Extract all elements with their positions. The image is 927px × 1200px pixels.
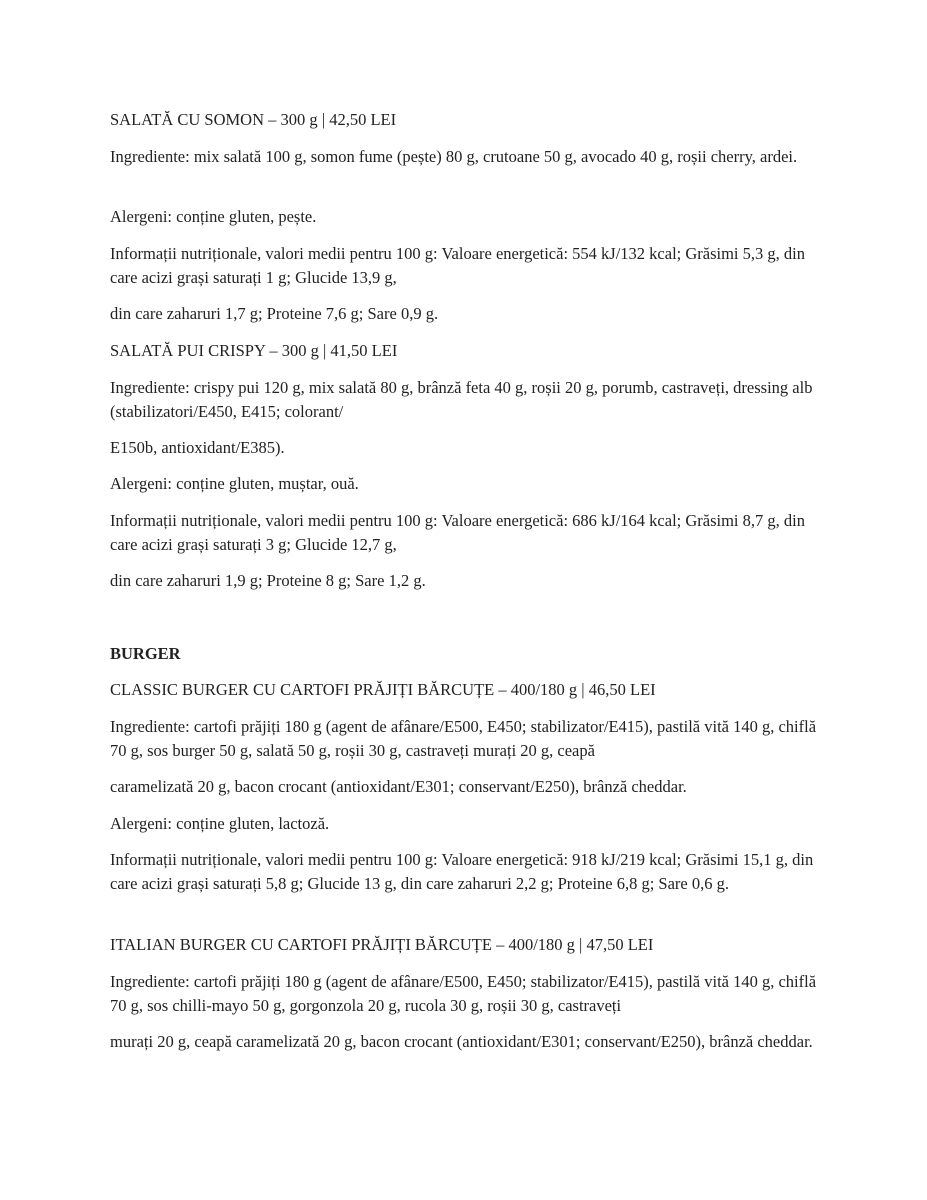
salmon-salad-allergens: Alergeni: conține gluten, pește. [110,207,317,226]
italian-burger-title: ITALIAN BURGER CU CARTOFI PRĂJIȚI BĂRCUȚE – 400/180 g | 47,50 LEI [110,935,654,954]
salmon-salad-title: SALATĂ CU SOMON – 300 g | 42,50 LEI [110,110,397,129]
salmon-salad-ingredients: Ingrediente: mix salată 100 g, somon fume (pește) 80 g, crutoane 50 g, avocado 40 g, roșii cherry, ardei. [110,147,798,166]
classic-burger-title: CLASSIC BURGER CU CARTOFI PRĂJIȚI BĂRCUȚE – 400/180 g | 46,50 LEI [110,680,656,699]
classic-burger-allergens: Alergeni: conține gluten, lactoză. [110,814,330,833]
crispy-chicken-salad-ingredients: Ingrediente: crispy pui 120 g, mix salată 80 g, brânză feta 40 g, roșii 20 g, porumb, castraveți, dressing alb (stabilizatori/E450, E415; colorant/ [110,378,813,421]
italian-burger-ingredients: Ingrediente: cartofi prăjiți 180 g (agent de afânare/E500, E450; stabilizator/E415), pastilă vită 140 g, chiflă 70 g, sos chilli-mayo 50 g, gorgonzola 20 g, rucola 30 g, roșii 30 g, castraveți [110,972,817,1015]
crispy-chicken-salad-ingredients-continued: E150b, antioxidant/E385). [110,438,285,457]
crispy-chicken-salad-title: SALATĂ PUI CRISPY – 300 g | 41,50 LEI [110,341,398,360]
burger-section-heading: BURGER [110,644,181,663]
crispy-chicken-salad-nutrition-continued: din care zaharuri 1,9 g; Proteine 8 g; Sare 1,2 g. [110,571,426,590]
crispy-chicken-salad-nutrition: Informații nutriționale, valori medii pentru 100 g: Valoare energetică: 686 kJ/164 kcal; Grăsimi 8,7 g, din care acizi grași saturați 3 g; Glucide 12,7 g, [110,511,805,554]
classic-burger-ingredients: Ingrediente: cartofi prăjiți 180 g (agent de afânare/E500, E450; stabilizator/E415), pastilă vită 140 g, chiflă 70 g, sos burger 50 g, salată 50 g, roșii 30 g, castraveți murați 20 g, ceapă [110,717,817,760]
classic-burger-nutrition: Informații nutriționale, valori medii pentru 100 g: Valoare energetică: 918 kJ/219 kcal; Grăsimi 15,1 g, din care acizi grași saturați 5,8 g; Glucide 13 g, din care zaharuri 2,2 g; Proteine 6,8 g; Sare 0,6 g. [110,850,814,893]
crispy-chicken-salad-allergens: Alergeni: conține gluten, muștar, ouă. [110,474,359,493]
italian-burger-ingredients-continued: murați 20 g, ceapă caramelizată 20 g, bacon crocant (antioxidant/E301; conservant/E250), brânză cheddar. [110,1032,813,1051]
salmon-salad-nutrition-continued: din care zaharuri 1,7 g; Proteine 7,6 g; Sare 0,9 g. [110,304,439,323]
salmon-salad-nutrition: Informații nutriționale, valori medii pentru 100 g: Valoare energetică: 554 kJ/132 kcal; Grăsimi 5,3 g, din care acizi grași saturați 1 g; Glucide 13,9 g, [110,244,805,287]
classic-burger-ingredients-continued: caramelizată 20 g, bacon crocant (antioxidant/E301; conservant/E250), brânză cheddar. [110,777,687,796]
